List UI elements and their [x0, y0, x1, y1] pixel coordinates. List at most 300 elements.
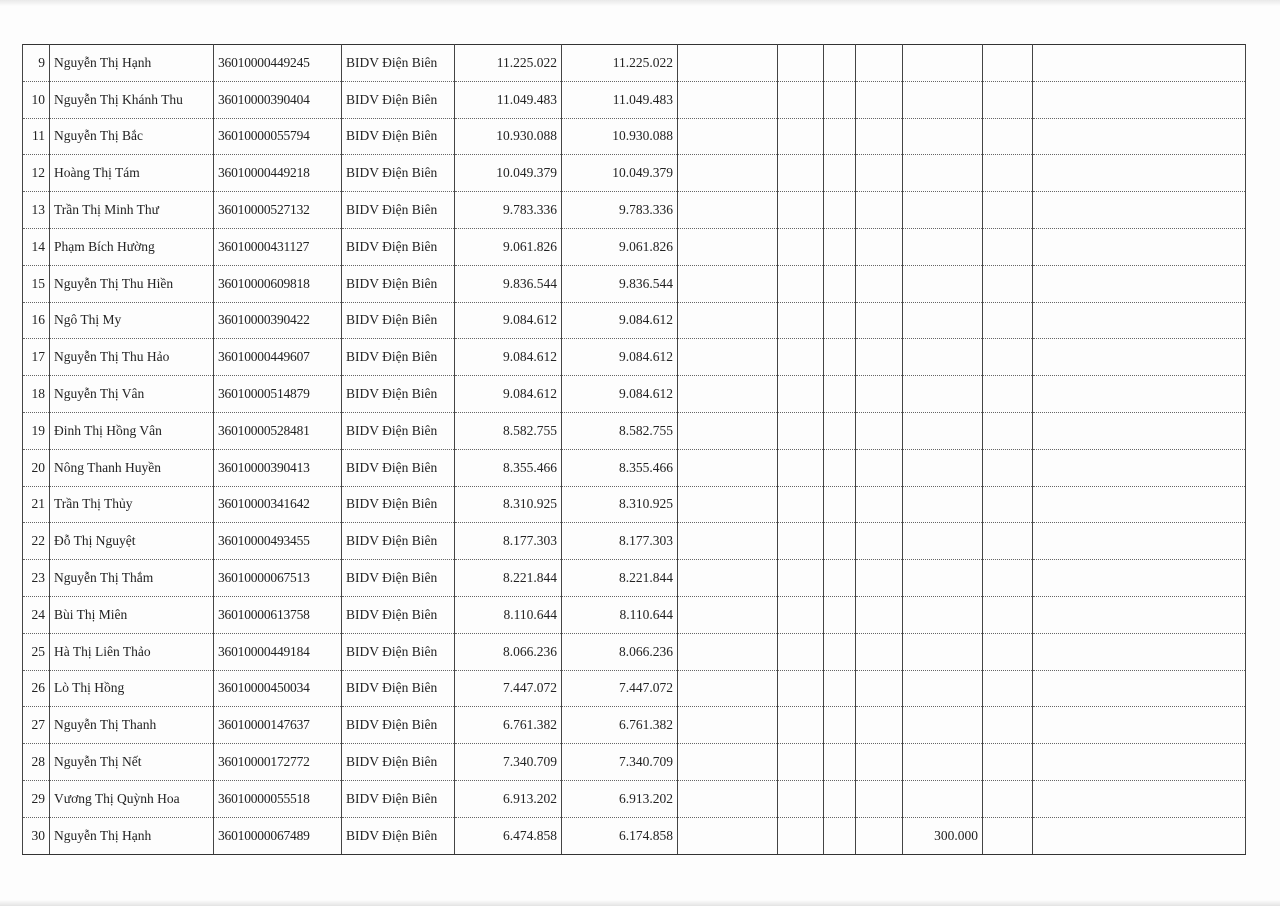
bank-name-cell: BIDV Điện Biên [342, 412, 455, 449]
empty-cell [824, 560, 856, 597]
empty-cell [856, 118, 903, 155]
deduction-cell [903, 523, 983, 560]
table-row [23, 596, 1246, 633]
row-number-cell: 17 [23, 339, 50, 376]
empty-cell [778, 596, 824, 633]
table-row [23, 376, 1246, 413]
row-number-cell: 25 [23, 633, 50, 670]
empty-cell [856, 523, 903, 560]
scan-edge-bottom [0, 900, 1280, 906]
amount-cell: 7.340.709 [455, 744, 562, 781]
empty-cell [1033, 192, 1246, 229]
amount-cell: 9.836.544 [455, 265, 562, 302]
empty-cell [983, 265, 1033, 302]
empty-cell [983, 449, 1033, 486]
row-number-cell: 10 [23, 81, 50, 118]
deduction-cell [903, 265, 983, 302]
amount-cell: 8.582.755 [455, 412, 562, 449]
empty-cell [678, 744, 778, 781]
empty-cell [778, 523, 824, 560]
account-number-cell: 36010000609818 [214, 265, 342, 302]
empty-cell [1033, 670, 1246, 707]
row-number-cell: 28 [23, 744, 50, 781]
empty-cell [1033, 817, 1246, 854]
employee-name-cell: Vương Thị Quỳnh Hoa [50, 780, 214, 817]
account-number-cell: 36010000390422 [214, 302, 342, 339]
bank-name-cell: BIDV Điện Biên [342, 633, 455, 670]
empty-cell [856, 192, 903, 229]
empty-cell [983, 744, 1033, 781]
amount-cell: 9.084.612 [455, 376, 562, 413]
employee-name-cell: Trần Thị Thủy [50, 486, 214, 523]
empty-cell [678, 633, 778, 670]
empty-cell [856, 817, 903, 854]
empty-cell [983, 155, 1033, 192]
empty-cell [1033, 596, 1246, 633]
received-amount-cell: 8.310.925 [562, 486, 678, 523]
deduction-cell [903, 486, 983, 523]
bank-name-cell: BIDV Điện Biên [342, 81, 455, 118]
received-amount-cell: 8.177.303 [562, 523, 678, 560]
amount-cell: 6.913.202 [455, 780, 562, 817]
row-number-cell: 18 [23, 376, 50, 413]
empty-cell [1033, 707, 1246, 744]
empty-cell [824, 376, 856, 413]
empty-cell [856, 744, 903, 781]
amount-cell: 11.049.483 [455, 81, 562, 118]
empty-cell [678, 376, 778, 413]
employee-name-cell: Bùi Thị Miên [50, 596, 214, 633]
table-row [23, 560, 1246, 597]
empty-cell [983, 523, 1033, 560]
account-number-cell: 36010000390413 [214, 449, 342, 486]
empty-cell [856, 412, 903, 449]
empty-cell [1033, 449, 1246, 486]
employee-name-cell: Ngô Thị My [50, 302, 214, 339]
empty-cell [778, 707, 824, 744]
amount-cell: 6.474.858 [455, 817, 562, 854]
empty-cell [678, 780, 778, 817]
empty-cell [983, 339, 1033, 376]
empty-cell [678, 412, 778, 449]
deduction-cell [903, 376, 983, 413]
empty-cell [778, 486, 824, 523]
payroll-table-body [23, 45, 1246, 855]
empty-cell [983, 302, 1033, 339]
amount-cell: 9.783.336 [455, 192, 562, 229]
bank-name-cell: BIDV Điện Biên [342, 670, 455, 707]
table-row [23, 45, 1246, 82]
empty-cell [856, 596, 903, 633]
deduction-cell [903, 155, 983, 192]
empty-cell [824, 486, 856, 523]
bank-name-cell: BIDV Điện Biên [342, 45, 455, 82]
bank-name-cell: BIDV Điện Biên [342, 780, 455, 817]
empty-cell [824, 45, 856, 82]
empty-cell [778, 118, 824, 155]
employee-name-cell: Nguyễn Thị Bắc [50, 118, 214, 155]
empty-cell [983, 707, 1033, 744]
row-number-cell: 13 [23, 192, 50, 229]
empty-cell [1033, 486, 1246, 523]
empty-cell [778, 744, 824, 781]
bank-name-cell: BIDV Điện Biên [342, 192, 455, 229]
bank-name-cell: BIDV Điện Biên [342, 817, 455, 854]
account-number-cell: 36010000067513 [214, 560, 342, 597]
table-row [23, 744, 1246, 781]
empty-cell [1033, 302, 1246, 339]
empty-cell [983, 633, 1033, 670]
amount-cell: 7.447.072 [455, 670, 562, 707]
empty-cell [1033, 780, 1246, 817]
row-number-cell: 29 [23, 780, 50, 817]
account-number-cell: 36010000449607 [214, 339, 342, 376]
received-amount-cell: 9.061.826 [562, 228, 678, 265]
empty-cell [678, 817, 778, 854]
empty-cell [778, 155, 824, 192]
empty-cell [778, 412, 824, 449]
empty-cell [856, 45, 903, 82]
empty-cell [678, 523, 778, 560]
empty-cell [678, 302, 778, 339]
bank-name-cell: BIDV Điện Biên [342, 265, 455, 302]
table-row [23, 339, 1246, 376]
employee-name-cell: Lò Thị Hồng [50, 670, 214, 707]
employee-name-cell: Nguyễn Thị Hạnh [50, 817, 214, 854]
empty-cell [856, 228, 903, 265]
empty-cell [983, 228, 1033, 265]
received-amount-cell: 8.066.236 [562, 633, 678, 670]
empty-cell [778, 192, 824, 229]
empty-cell [983, 780, 1033, 817]
received-amount-cell: 9.783.336 [562, 192, 678, 229]
received-amount-cell: 8.582.755 [562, 412, 678, 449]
employee-name-cell: Nguyễn Thị Thu Hiền [50, 265, 214, 302]
empty-cell [1033, 228, 1246, 265]
employee-name-cell: Nguyễn Thị Nết [50, 744, 214, 781]
table-row [23, 780, 1246, 817]
empty-cell [678, 192, 778, 229]
empty-cell [824, 744, 856, 781]
empty-cell [778, 633, 824, 670]
empty-cell [856, 302, 903, 339]
empty-cell [983, 118, 1033, 155]
empty-cell [983, 670, 1033, 707]
row-number-cell: 12 [23, 155, 50, 192]
amount-cell: 9.061.826 [455, 228, 562, 265]
account-number-cell: 36010000613758 [214, 596, 342, 633]
deduction-cell [903, 744, 983, 781]
empty-cell [1033, 523, 1246, 560]
deduction-cell [903, 302, 983, 339]
received-amount-cell: 11.225.022 [562, 45, 678, 82]
empty-cell [824, 412, 856, 449]
row-number-cell: 24 [23, 596, 50, 633]
empty-cell [678, 486, 778, 523]
payroll-table [22, 44, 1246, 855]
empty-cell [678, 81, 778, 118]
empty-cell [1033, 633, 1246, 670]
empty-cell [856, 486, 903, 523]
empty-cell [983, 376, 1033, 413]
table-row [23, 81, 1246, 118]
employee-name-cell: Hà Thị Liên Thảo [50, 633, 214, 670]
empty-cell [824, 339, 856, 376]
deduction-cell [903, 449, 983, 486]
empty-cell [983, 486, 1033, 523]
employee-name-cell: Nguyễn Thị Thanh [50, 707, 214, 744]
table-row [23, 670, 1246, 707]
empty-cell [983, 817, 1033, 854]
employee-name-cell: Đỗ Thị Nguyệt [50, 523, 214, 560]
empty-cell [856, 780, 903, 817]
received-amount-cell: 9.084.612 [562, 339, 678, 376]
table-row [23, 412, 1246, 449]
empty-cell [983, 412, 1033, 449]
empty-cell [1033, 744, 1246, 781]
table-row [23, 633, 1246, 670]
empty-cell [778, 228, 824, 265]
row-number-cell: 9 [23, 45, 50, 82]
empty-cell [678, 670, 778, 707]
bank-name-cell: BIDV Điện Biên [342, 339, 455, 376]
deduction-cell [903, 81, 983, 118]
account-number-cell: 36010000431127 [214, 228, 342, 265]
empty-cell [824, 780, 856, 817]
row-number-cell: 14 [23, 228, 50, 265]
empty-cell [983, 560, 1033, 597]
empty-cell [983, 192, 1033, 229]
employee-name-cell: Nguyễn Thị Vân [50, 376, 214, 413]
empty-cell [824, 81, 856, 118]
empty-cell [678, 596, 778, 633]
bank-name-cell: BIDV Điện Biên [342, 596, 455, 633]
table-row [23, 523, 1246, 560]
row-number-cell: 11 [23, 118, 50, 155]
empty-cell [824, 228, 856, 265]
amount-cell: 8.110.644 [455, 596, 562, 633]
empty-cell [778, 302, 824, 339]
deduction-cell [903, 228, 983, 265]
deduction-cell [903, 339, 983, 376]
row-number-cell: 23 [23, 560, 50, 597]
row-number-cell: 27 [23, 707, 50, 744]
account-number-cell: 36010000527132 [214, 192, 342, 229]
amount-cell: 11.225.022 [455, 45, 562, 82]
table-row [23, 155, 1246, 192]
deduction-cell [903, 118, 983, 155]
received-amount-cell: 9.836.544 [562, 265, 678, 302]
table-row [23, 707, 1246, 744]
account-number-cell: 36010000341642 [214, 486, 342, 523]
amount-cell: 9.084.612 [455, 302, 562, 339]
empty-cell [824, 118, 856, 155]
row-number-cell: 22 [23, 523, 50, 560]
table-row [23, 228, 1246, 265]
table-row [23, 817, 1246, 854]
bank-name-cell: BIDV Điện Biên [342, 376, 455, 413]
empty-cell [778, 670, 824, 707]
bank-name-cell: BIDV Điện Biên [342, 707, 455, 744]
account-number-cell: 36010000055518 [214, 780, 342, 817]
empty-cell [1033, 376, 1246, 413]
bank-name-cell: BIDV Điện Biên [342, 449, 455, 486]
empty-cell [824, 155, 856, 192]
received-amount-cell: 9.084.612 [562, 376, 678, 413]
employee-name-cell: Phạm Bích Hường [50, 228, 214, 265]
row-number-cell: 30 [23, 817, 50, 854]
empty-cell [824, 707, 856, 744]
empty-cell [778, 81, 824, 118]
empty-cell [824, 596, 856, 633]
account-number-cell: 36010000493455 [214, 523, 342, 560]
bank-name-cell: BIDV Điện Biên [342, 118, 455, 155]
empty-cell [1033, 155, 1246, 192]
empty-cell [856, 707, 903, 744]
empty-cell [856, 560, 903, 597]
empty-cell [824, 670, 856, 707]
row-number-cell: 19 [23, 412, 50, 449]
amount-cell: 8.310.925 [455, 486, 562, 523]
account-number-cell: 36010000390404 [214, 81, 342, 118]
empty-cell [824, 523, 856, 560]
deduction-cell [903, 633, 983, 670]
row-number-cell: 26 [23, 670, 50, 707]
deduction-cell [903, 560, 983, 597]
empty-cell [678, 45, 778, 82]
deduction-cell [903, 596, 983, 633]
empty-cell [824, 449, 856, 486]
amount-cell: 10.049.379 [455, 155, 562, 192]
received-amount-cell: 8.355.466 [562, 449, 678, 486]
deduction-cell [903, 192, 983, 229]
empty-cell [856, 265, 903, 302]
received-amount-cell: 8.110.644 [562, 596, 678, 633]
empty-cell [678, 707, 778, 744]
deduction-cell [903, 707, 983, 744]
empty-cell [1033, 265, 1246, 302]
empty-cell [778, 449, 824, 486]
scan-edge-top [0, 0, 1280, 6]
amount-cell: 8.177.303 [455, 523, 562, 560]
amount-cell: 8.221.844 [455, 560, 562, 597]
empty-cell [856, 449, 903, 486]
empty-cell [678, 339, 778, 376]
received-amount-cell: 10.049.379 [562, 155, 678, 192]
bank-name-cell: BIDV Điện Biên [342, 523, 455, 560]
employee-name-cell: Đinh Thị Hồng Vân [50, 412, 214, 449]
empty-cell [824, 633, 856, 670]
empty-cell [856, 81, 903, 118]
employee-name-cell: Nguyễn Thị Thắm [50, 560, 214, 597]
received-amount-cell: 11.049.483 [562, 81, 678, 118]
empty-cell [983, 45, 1033, 82]
row-number-cell: 21 [23, 486, 50, 523]
table-row [23, 302, 1246, 339]
empty-cell [678, 265, 778, 302]
amount-cell: 6.761.382 [455, 707, 562, 744]
deduction-cell [903, 780, 983, 817]
deduction-cell [903, 670, 983, 707]
account-number-cell: 36010000449218 [214, 155, 342, 192]
account-number-cell: 36010000055794 [214, 118, 342, 155]
employee-name-cell: Hoàng Thị Tám [50, 155, 214, 192]
received-amount-cell: 6.913.202 [562, 780, 678, 817]
empty-cell [824, 817, 856, 854]
empty-cell [1033, 118, 1246, 155]
amount-cell: 8.355.466 [455, 449, 562, 486]
amount-cell: 9.084.612 [455, 339, 562, 376]
empty-cell [1033, 412, 1246, 449]
empty-cell [856, 670, 903, 707]
row-number-cell: 20 [23, 449, 50, 486]
empty-cell [778, 780, 824, 817]
empty-cell [824, 265, 856, 302]
empty-cell [778, 376, 824, 413]
account-number-cell: 36010000067489 [214, 817, 342, 854]
employee-name-cell: Nguyễn Thị Khánh Thu [50, 81, 214, 118]
empty-cell [678, 228, 778, 265]
table-row [23, 449, 1246, 486]
deduction-cell: 300.000 [903, 817, 983, 854]
empty-cell [856, 339, 903, 376]
empty-cell [778, 45, 824, 82]
empty-cell [856, 633, 903, 670]
received-amount-cell: 8.221.844 [562, 560, 678, 597]
empty-cell [856, 155, 903, 192]
empty-cell [778, 265, 824, 302]
empty-cell [1033, 339, 1246, 376]
empty-cell [983, 81, 1033, 118]
empty-cell [678, 560, 778, 597]
received-amount-cell: 6.174.858 [562, 817, 678, 854]
empty-cell [778, 339, 824, 376]
table-row [23, 486, 1246, 523]
row-number-cell: 16 [23, 302, 50, 339]
empty-cell [778, 560, 824, 597]
empty-cell [856, 376, 903, 413]
deduction-cell [903, 45, 983, 82]
row-number-cell: 15 [23, 265, 50, 302]
account-number-cell: 36010000450034 [214, 670, 342, 707]
employee-name-cell: Nông Thanh Huyền [50, 449, 214, 486]
empty-cell [983, 596, 1033, 633]
bank-name-cell: BIDV Điện Biên [342, 155, 455, 192]
amount-cell: 8.066.236 [455, 633, 562, 670]
account-number-cell: 36010000449245 [214, 45, 342, 82]
account-number-cell: 36010000172772 [214, 744, 342, 781]
empty-cell [678, 449, 778, 486]
account-number-cell: 36010000514879 [214, 376, 342, 413]
account-number-cell: 36010000147637 [214, 707, 342, 744]
received-amount-cell: 7.447.072 [562, 670, 678, 707]
employee-name-cell: Nguyễn Thị Thu Hảo [50, 339, 214, 376]
account-number-cell: 36010000528481 [214, 412, 342, 449]
empty-cell [778, 817, 824, 854]
table-row [23, 192, 1246, 229]
empty-cell [1033, 560, 1246, 597]
empty-cell [824, 302, 856, 339]
empty-cell [678, 155, 778, 192]
table-row [23, 265, 1246, 302]
empty-cell [1033, 45, 1246, 82]
employee-name-cell: Nguyễn Thị Hạnh [50, 45, 214, 82]
bank-name-cell: BIDV Điện Biên [342, 228, 455, 265]
empty-cell [1033, 81, 1246, 118]
received-amount-cell: 6.761.382 [562, 707, 678, 744]
deduction-cell [903, 412, 983, 449]
empty-cell [824, 192, 856, 229]
